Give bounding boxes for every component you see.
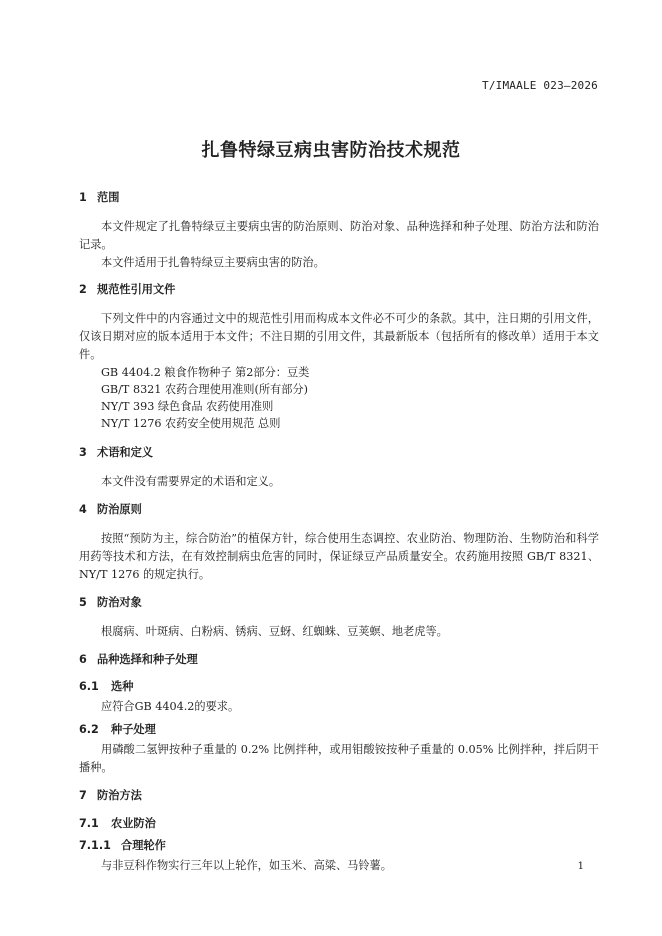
subsection-7-1-1-heading: 7.1.1 合理轮作 <box>79 839 166 852</box>
page-number: 1 <box>577 861 584 872</box>
section-5-heading: 5 防治对象 <box>79 596 142 609</box>
subsection-7-1-1-paragraph: 与非豆科作物实行三年以上轮作，如玉米、高粱、马铃薯。 <box>101 859 392 872</box>
section-2-heading: 2 规范性引用文件 <box>79 283 176 296</box>
section-3-heading: 3 术语和定义 <box>79 446 153 459</box>
subsection-6-1-heading: 6.1 选种 <box>79 680 134 693</box>
section-5-paragraph: 根腐病、叶斑病、白粉病、锈病、豆蚜、红蜘蛛、豆荚螟、地老虎等。 <box>101 625 448 638</box>
subsection-6-2-paragraph: 用磷酸二氢钾按种子重量的 0.2% 比例拌种，或用钼酸铵按种子重量的 0.05% 比例拌种，拌后阴干播种。 <box>79 743 599 774</box>
subsection-6-1-paragraph: 应符合GB 4404.2的要求。 <box>101 700 240 713</box>
reference-item: GB/T 8321 农药合理使用准则(所有部分) <box>101 383 308 396</box>
section-4-heading: 4 防治原则 <box>79 503 142 516</box>
reference-item: NY/T 1276 农药安全使用规范 总则 <box>101 417 281 430</box>
section-3-paragraph: 本文件没有需要界定的术语和定义。 <box>101 475 281 488</box>
section-6-heading: 6 品种选择和种子处理 <box>79 653 198 666</box>
document-code: T/IMAALE 023—2026 <box>482 79 598 92</box>
section-7-heading: 7 防治方法 <box>79 789 142 802</box>
reference-item: GB 4404.2 粮食作物种子 第2部分：豆类 <box>101 366 310 379</box>
section-1-paragraph: 本文件适用于扎鲁特绿豆主要病虫害的防治。 <box>101 256 325 269</box>
section-1-heading: 1 范围 <box>79 191 120 204</box>
section-2-paragraph: 下列文件中的内容通过文中的规范性引用而构成本文件必不可少的条款。其中，注日期的引用文件，仅该日期对应的版本适用于本文件；不注日期的引用文件，其最新版本（包括所有的修改单）适用于本文件。 <box>79 312 599 361</box>
subsection-6-2-heading: 6.2 种子处理 <box>79 723 156 736</box>
document-body <box>79 180 599 875</box>
document-title: 扎鲁特绿豆病虫害防治技术规范 <box>201 140 461 161</box>
reference-item: NY/T 393 绿色食品 农药使用准则 <box>101 400 274 413</box>
section-4-paragraph: 按照“预防为主，综合防治”的植保方针，综合使用生态调控、农业防治、物理防治、生物防治和科学用药等技术和方法，在有效控制病虫危害的同时，保证绿豆产品质量安全。农药施用按照 GB/T 8321、NY/T 1276 的规定执行。 <box>79 532 599 581</box>
subsection-7-1-heading: 7.1 农业防治 <box>79 817 156 830</box>
section-1-paragraph: 本文件规定了扎鲁特绿豆主要病虫害的防治原则、防治对象、品种选择和种子处理、防治方法和防治记录。 <box>79 220 599 251</box>
